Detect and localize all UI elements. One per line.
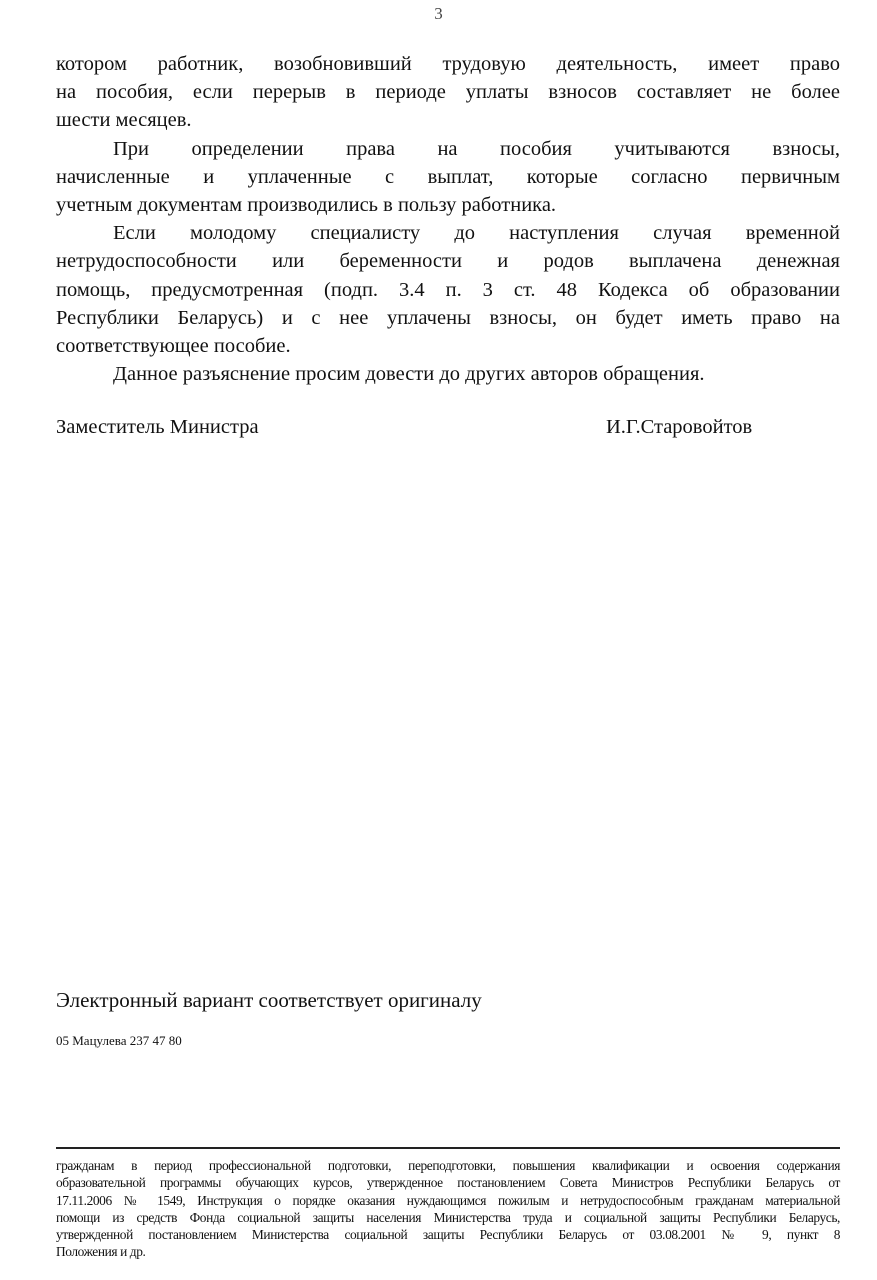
body-line: на пособия, если перерыв в периоде уплаты взносов составляет не более [56,81,840,104]
body-line: нетрудоспособности или беременности и родов выплачена денежная [56,250,840,273]
signatory-position: Заместитель Министра [56,416,259,438]
body-line: соответствующее пособие. [56,335,291,358]
signatory-name: И.Г.Старовойтов [606,416,753,438]
footnote-line: утвержденной постановлением Министерства социальной защиты Республики Беларусь от 03.08.2001 № 9, пункт 8 [56,1227,840,1243]
body-line: учетным документам производились в пользу работника. [56,194,557,217]
executor-contact: 05 Мацулева 237 47 80 [56,1033,182,1048]
body-text [56,50,840,388]
body-line: помощь, предусмотренная (подп. 3.4 п. 3 ст. 48 Кодекса об образовании [56,278,840,301]
footnote-line: образовательной программы обучающих курсов, утвержденное постановлением Совета Министров Республики Беларусь от [56,1175,840,1191]
body-line: При определении права на пособия учитываются взносы, [113,137,840,160]
footnote-line: гражданам в период профессиональной подготовки, переподготовки, повышения квалификации и освоения содержания [56,1158,840,1173]
body-line: Республики Беларусь) и с нее уплачены взносы, он будет иметь право на [56,306,840,329]
footnote-line: помощи из средств Фонда социальной защиты населения Министерства труда и социальной защиты Республики Беларусь, [56,1209,840,1225]
body-line: начисленные и уплаченные с выплат, которые согласно первичным [56,165,840,188]
footnote-line: Положения и др. [56,1244,146,1260]
body-line: Данное разъяснение просим довести до других авторов обращения. [113,363,705,386]
signature-block [56,416,840,439]
page-number: 3 [434,4,443,23]
footnote-text [56,1157,840,1261]
body-line: Если молодому специалисту до наступления случая временной [113,222,840,245]
body-line: котором работник, возобновивший трудовую деятельность, имеет право [56,53,840,75]
footnote-separator [56,1147,840,1149]
footnote-line: 17.11.2006 № 1549, Инструкция о порядке оказания нуждающимся пожилым и нетрудоспособным гражданам материальной [56,1192,840,1208]
body-line: шести месяцев. [56,109,192,132]
certification-note: Электронный вариант соответствует оригиналу [56,988,482,1012]
